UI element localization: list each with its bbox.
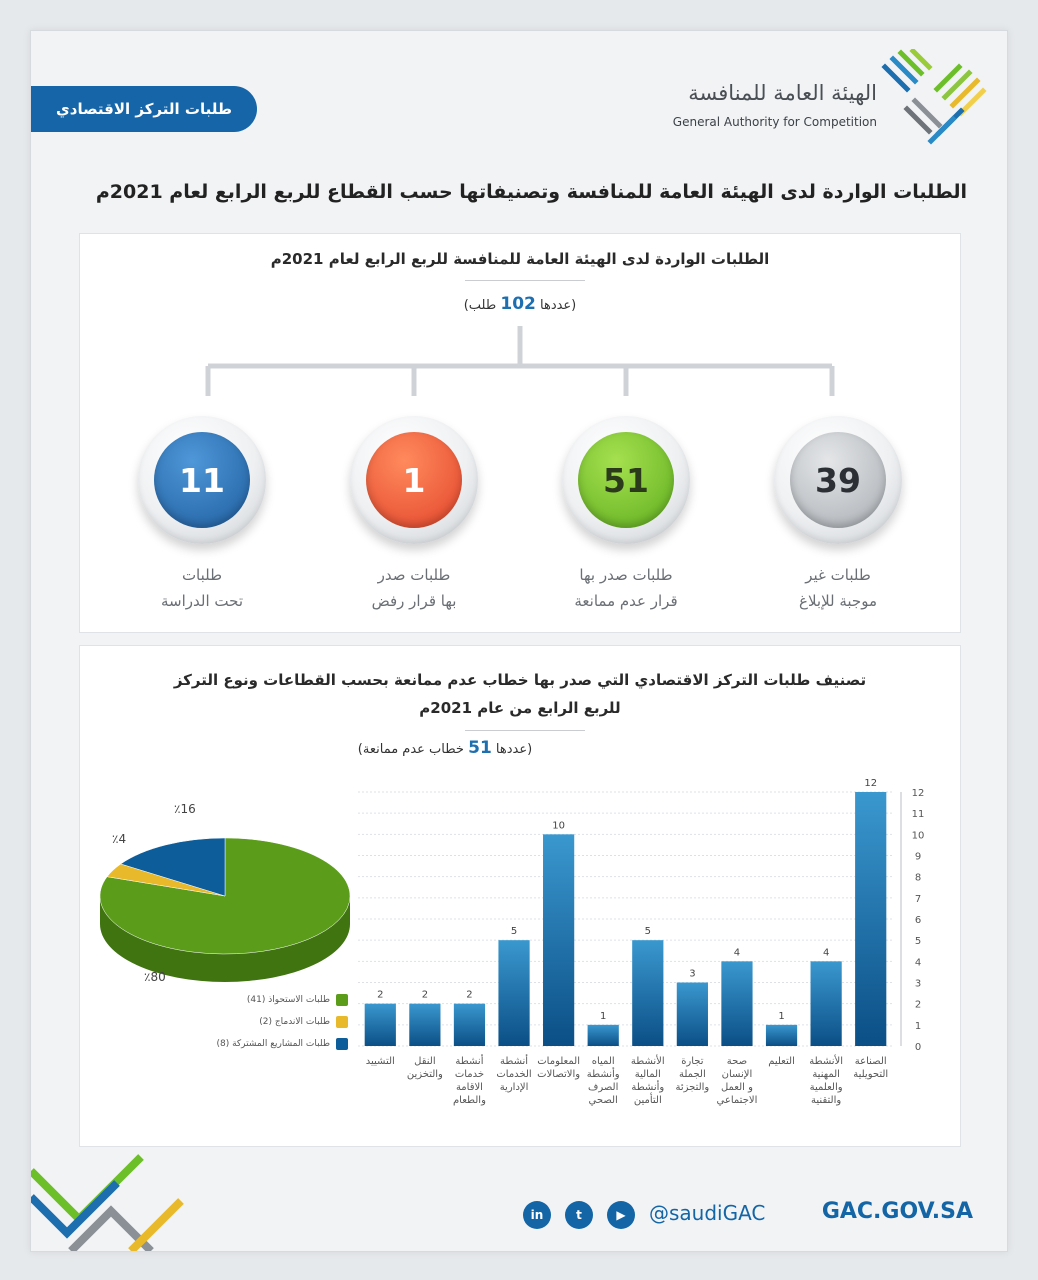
circle-value: 39 <box>790 432 886 528</box>
bar <box>721 961 752 1046</box>
x-category-label: والاتصالات <box>537 1069 581 1080</box>
circle-value: 1 <box>366 432 462 528</box>
main-title: الطلبات الواردة لدى الهيئة العامة للمنافسة وتصنيفاتها حسب القطاع للربع الرابع لعام 2021م <box>95 181 967 203</box>
x-category-label: الصحي <box>588 1095 618 1106</box>
bar <box>855 792 886 1046</box>
bar-value-label: 4 <box>822 947 830 959</box>
pie-label-jv: ٪16 <box>174 802 196 816</box>
bar-chart <box>338 752 958 1132</box>
legend-item-jv <box>216 1038 348 1050</box>
legend-label: طلبات الاندماج (2) <box>259 1017 330 1027</box>
infographic-page <box>30 30 1008 1252</box>
x-category-label: التعليم <box>768 1056 795 1067</box>
x-category-label: الصناعة <box>854 1056 887 1067</box>
y-tick-label: 10 <box>911 830 925 842</box>
pie-label-merger: ٪4 <box>112 832 127 846</box>
bar-value-label: 2 <box>421 989 429 1001</box>
x-category-label: وأنشطة <box>586 1069 620 1080</box>
title-line: تصنيف طلبات التركز الاقتصادي التي صدر بها خطاب عدم ممانعة بحسب القطاعات ونوع التركز <box>173 671 867 689</box>
count-suffix: خطاب عدم ممانعة) <box>357 742 464 757</box>
website-link[interactable]: GAC.GOV.SA <box>821 1199 973 1224</box>
classification-title <box>140 666 900 722</box>
legend-label: طلبات الاستحواذ (41) <box>246 995 330 1005</box>
pie-label-acquisition: ٪80 <box>144 970 166 984</box>
y-tick-label: 7 <box>914 893 922 905</box>
label-line: تحت الدراسة <box>161 592 243 610</box>
x-category-label: والتجزئة <box>675 1082 710 1093</box>
circle-value: 11 <box>154 432 250 528</box>
y-tick-label: 9 <box>914 851 922 863</box>
summary-count <box>80 294 960 314</box>
x-category-label: الأنشطة <box>630 1056 665 1067</box>
x-category-label: والتخزين <box>406 1069 443 1080</box>
label-line: طلبات غير <box>805 566 871 584</box>
x-category-label: خدمات <box>454 1069 485 1080</box>
legend-item-merger <box>259 1016 348 1028</box>
circle-label-under-study <box>112 562 292 614</box>
y-tick-label: 1 <box>914 1020 922 1032</box>
x-category-label: النقل <box>414 1056 436 1067</box>
bar <box>588 1025 619 1046</box>
tree-connector <box>80 326 960 396</box>
x-category-label: المالية <box>634 1069 661 1080</box>
label-line: قرار عدم ممانعة <box>574 592 678 610</box>
y-tick-label: 12 <box>911 788 925 799</box>
x-category-label: الجملة <box>679 1069 706 1080</box>
twitter-icon[interactable]: t <box>565 1201 593 1229</box>
social-handle[interactable]: @saudiGAC <box>649 1201 766 1225</box>
gac-logo <box>667 49 987 149</box>
x-category-label: والتقنية <box>811 1095 842 1106</box>
x-category-label: التشييد <box>365 1056 395 1067</box>
linkedin-icon[interactable]: in <box>523 1201 551 1229</box>
bar <box>677 983 708 1047</box>
youtube-icon[interactable]: ▶ <box>607 1201 635 1229</box>
y-tick-label: 2 <box>914 999 922 1011</box>
count-value: 102 <box>500 294 536 314</box>
x-category-label: المهنية <box>812 1069 840 1080</box>
x-category-label: الاقامة <box>455 1082 483 1093</box>
x-category-label: الإنسان <box>721 1069 753 1080</box>
x-category-label: والعلمية <box>809 1082 843 1093</box>
label-line: موجبة للإبلاغ <box>799 592 877 610</box>
x-category-label: و العمل <box>720 1082 753 1093</box>
bar-value-label: 12 <box>864 778 878 789</box>
corner-decoration <box>31 1121 201 1251</box>
y-tick-label: 6 <box>914 915 922 926</box>
summary-panel <box>79 233 961 633</box>
y-tick-label: 11 <box>911 809 925 821</box>
x-category-label: الاجتماعي <box>716 1095 758 1106</box>
logo-arabic-text: الهيئة العامة للمنافسة <box>688 81 877 105</box>
logo-english-text: General Authority for Competition <box>672 115 877 129</box>
x-category-label: التحويلية <box>853 1069 889 1080</box>
x-category-label: وأنشطة <box>631 1082 665 1093</box>
classification-panel <box>79 645 961 1147</box>
bar <box>365 1004 396 1046</box>
y-tick-label: 0 <box>914 1042 922 1053</box>
circle-label-no-objection <box>536 562 716 614</box>
count-prefix: (عددها <box>495 742 533 757</box>
x-category-label: الأنشطة <box>809 1056 843 1067</box>
bar <box>498 940 529 1046</box>
circle-rejected <box>350 416 478 544</box>
label-line: بها قرار رفض <box>371 592 457 610</box>
y-tick-label: 8 <box>914 872 922 884</box>
y-tick-label: 3 <box>914 978 922 990</box>
title-line: للربع الرابع من عام 2021م <box>419 699 621 717</box>
summary-divider <box>465 280 585 281</box>
classification-divider <box>465 730 585 731</box>
bar <box>543 834 574 1046</box>
circle-no-objection <box>562 416 690 544</box>
x-category-label: الإدارية <box>499 1082 529 1093</box>
circle-value: 51 <box>578 432 674 528</box>
x-category-label: أنشطة <box>500 1056 529 1067</box>
x-category-label: التأمين <box>633 1095 662 1106</box>
bar-value-label: 5 <box>644 926 651 938</box>
x-category-label: والطعام <box>452 1095 486 1106</box>
x-category-label: المعلومات <box>537 1056 580 1067</box>
bar-value-label: 5 <box>510 926 518 938</box>
label-line: طلبات <box>181 566 223 584</box>
circle-not-notifiable <box>774 416 902 544</box>
bar <box>409 1004 440 1046</box>
section-badge: طلبات التركز الاقتصادي <box>31 86 257 132</box>
bar-value-label: 1 <box>600 1010 607 1022</box>
count-suffix: طلب) <box>463 298 497 313</box>
x-category-label: صحة <box>726 1056 748 1067</box>
circle-label-rejected <box>324 562 504 614</box>
summary-title: الطلبات الواردة لدى الهيئة العامة للمنافسة للربع الرابع لعام 2021م <box>270 250 770 268</box>
y-tick-label: 5 <box>914 936 922 948</box>
bar-value-label: 2 <box>377 989 384 1001</box>
x-category-label: أنشطة <box>455 1056 484 1067</box>
legend-item-acquisition <box>247 994 348 1006</box>
bar <box>454 1004 485 1046</box>
x-category-label: الخدمات <box>496 1069 532 1080</box>
label-line: طلبات صدر بها <box>579 566 673 584</box>
x-category-label: تجارة <box>681 1056 704 1067</box>
bar <box>766 1025 797 1046</box>
bar-value-label: 4 <box>733 947 741 959</box>
bar-value-label: 2 <box>466 989 473 1001</box>
gac-logo-icon <box>877 49 987 149</box>
y-tick-label: 4 <box>914 957 922 969</box>
bar <box>811 961 842 1046</box>
count-prefix: (عددها <box>540 298 577 313</box>
legend-label: طلبات المشاريع المشتركة (8) <box>216 1039 330 1049</box>
bar <box>632 940 663 1046</box>
bar-value-label: 10 <box>552 820 565 832</box>
bar-value-label: 1 <box>778 1010 785 1022</box>
label-line: طلبات صدر <box>377 566 451 584</box>
count-value: 51 <box>468 738 492 758</box>
bar-value-label: 3 <box>689 968 696 980</box>
x-category-label: المياه <box>591 1056 615 1067</box>
circle-label-not-notifiable <box>748 562 928 614</box>
circle-under-study <box>138 416 266 544</box>
x-category-label: الصرف <box>588 1082 619 1093</box>
